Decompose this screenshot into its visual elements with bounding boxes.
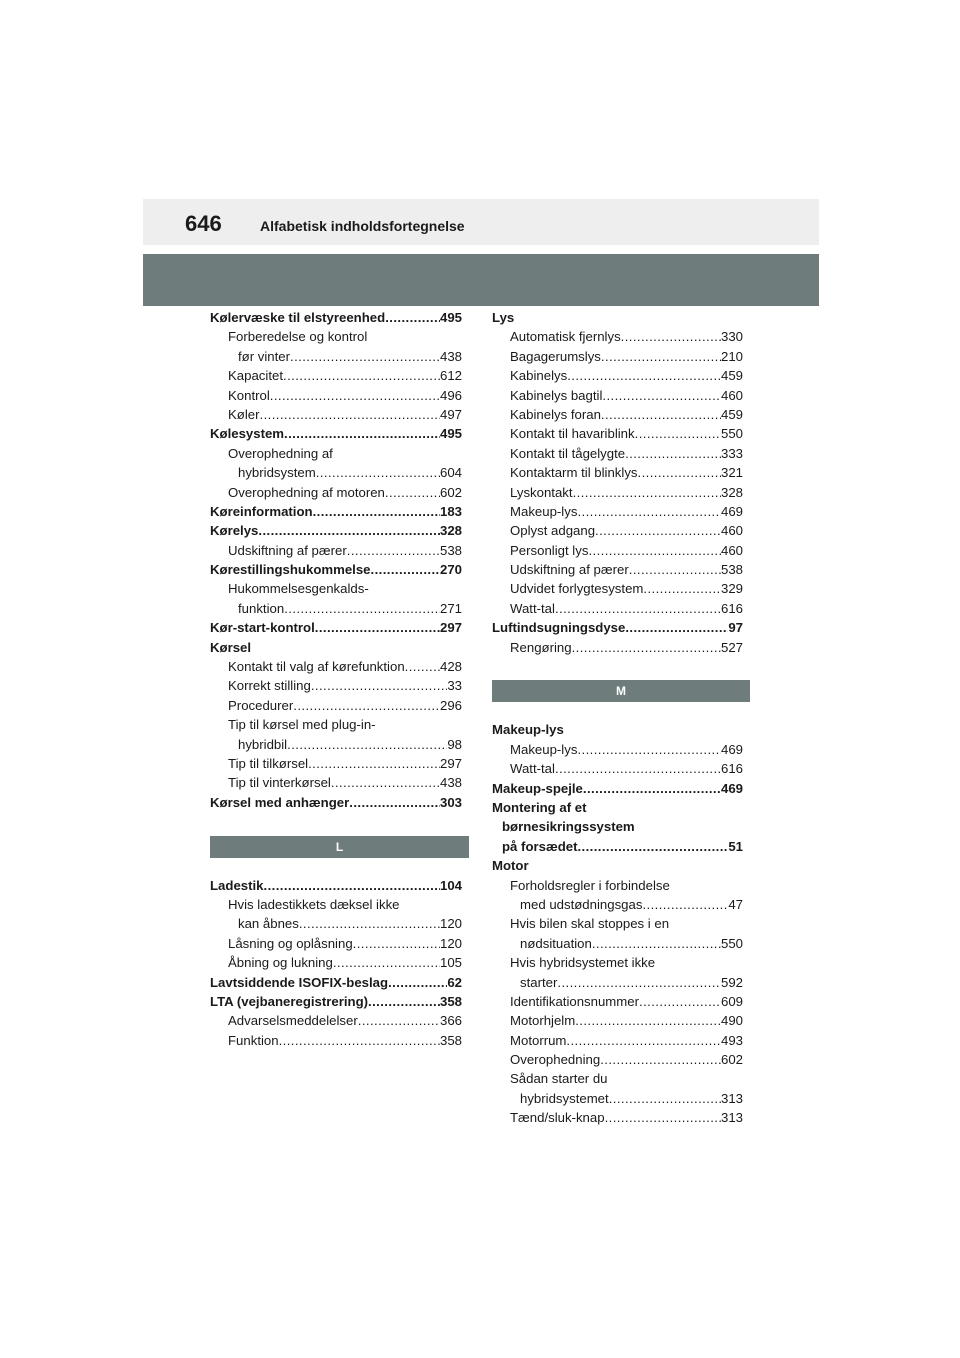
letter-section-header: L — [210, 836, 469, 858]
index-entry — [492, 740, 743, 759]
index-entry-text: Ladestik — [210, 877, 264, 893]
dot-leader — [299, 914, 440, 933]
index-entry — [492, 1069, 743, 1088]
dot-leader — [639, 992, 721, 1011]
index-entry-text: starter — [520, 974, 558, 990]
dot-leader — [566, 1031, 721, 1050]
index-entry-text: Lys — [492, 310, 515, 325]
dot-leader — [388, 973, 447, 992]
index-entry — [492, 798, 743, 817]
dot-leader — [313, 502, 440, 521]
index-entry — [492, 856, 743, 875]
index-entry — [210, 876, 462, 895]
page-reference: 550 — [720, 935, 743, 951]
page-reference: 469 — [720, 503, 743, 519]
index-entry-text: Oplyst adgang — [510, 523, 596, 539]
page-reference: 496 — [439, 387, 462, 403]
index-entry-text: hybridsystem — [238, 465, 316, 481]
page-reference: 303 — [439, 794, 462, 810]
dot-leader — [405, 657, 440, 676]
index-entry-text: børnesikringssystem — [502, 819, 635, 835]
index-entry-text: Makeup-lys — [510, 503, 578, 519]
dot-leader — [609, 1089, 721, 1108]
dot-leader — [293, 696, 440, 715]
index-entry-text: Procedurer — [228, 697, 294, 713]
index-entry — [210, 676, 462, 695]
index-entry-text: med udstødningsgas — [520, 896, 643, 912]
index-entry-text: Kørsel — [210, 639, 252, 655]
dot-leader — [385, 308, 440, 327]
index-entry — [492, 779, 743, 798]
index-entry — [492, 560, 743, 579]
page-reference: 333 — [720, 445, 743, 461]
page-reference: 98 — [447, 736, 462, 752]
index-entry — [492, 618, 743, 637]
page-title: Alfabetisk indholdsfortegnelse — [260, 218, 465, 234]
dot-leader — [602, 386, 721, 405]
index-entry — [492, 759, 743, 778]
page-reference: 328 — [720, 484, 743, 500]
dot-leader — [311, 676, 448, 695]
index-entry — [492, 638, 743, 657]
index-entry — [492, 444, 743, 463]
page-reference: 313 — [720, 1090, 743, 1106]
index-entry-text: Kørelys — [210, 523, 259, 539]
page-reference: 495 — [439, 426, 462, 442]
index-entry-text: Watt-tal — [510, 761, 555, 777]
index-entry-text: Advarselsmeddelelser — [228, 1013, 358, 1029]
index-entry — [492, 1108, 743, 1127]
index-entry-text: hybridsystemet — [520, 1090, 609, 1106]
section-spacer — [210, 812, 462, 831]
index-entry — [210, 992, 462, 1011]
index-entry — [492, 876, 743, 895]
index-entry — [210, 1031, 462, 1050]
index-entry-text: på forsædet — [502, 838, 578, 854]
index-entry — [492, 327, 743, 346]
index-entry-text: Kølesystem — [210, 426, 285, 442]
dot-leader — [264, 876, 440, 895]
index-entry — [210, 696, 462, 715]
page-reference: 33 — [447, 678, 462, 694]
index-entry-text: Kabinelys foran — [510, 406, 601, 422]
index-entry — [210, 1011, 462, 1030]
index-entry-text: Automatisk fjernlys — [510, 329, 621, 345]
page-reference: 602 — [720, 1052, 743, 1068]
index-entry — [492, 463, 743, 482]
index-entry — [492, 579, 743, 598]
index-entry-text: Lavtsiddende ISOFIX-beslag — [210, 974, 389, 990]
page-reference: 469 — [720, 780, 743, 796]
index-entry-text: Sådan starter du — [510, 1071, 608, 1087]
dot-leader — [572, 638, 721, 657]
page-reference: 366 — [439, 1013, 462, 1029]
page-reference: 493 — [720, 1032, 743, 1048]
dot-leader — [358, 1011, 440, 1030]
index-entry — [210, 521, 462, 540]
dot-leader — [258, 521, 440, 540]
index-entry — [492, 502, 743, 521]
index-entry-text: Motorhjelm — [510, 1013, 576, 1029]
index-entry — [492, 992, 743, 1011]
dot-leader — [308, 754, 440, 773]
section-spacer — [492, 657, 743, 676]
index-entry — [492, 521, 743, 540]
index-entry-text: Makeup-lys — [510, 741, 578, 757]
index-entry-text: Hvis ladestikkets dæksel ikke — [228, 896, 400, 912]
dot-leader — [638, 463, 721, 482]
index-entry-text: Overophedning — [510, 1052, 601, 1068]
index-entry — [492, 347, 743, 366]
index-entry — [210, 657, 462, 676]
index-entry-text: Kontakt til valg af kørefunktion — [228, 659, 405, 675]
index-entry — [210, 973, 462, 992]
index-entry — [210, 541, 462, 560]
index-entry-text: LTA (vejbaneregistrering) — [210, 993, 369, 1009]
index-entry-text: Udvidet forlygtesystem — [510, 581, 644, 597]
index-entry-text: Motorrum — [510, 1032, 567, 1048]
page-reference: 538 — [439, 542, 462, 558]
page-reference: 495 — [439, 310, 462, 325]
index-entry — [210, 444, 462, 463]
index-entry — [210, 773, 462, 792]
index-entry-text: Overophedning af motoren — [228, 484, 385, 500]
index-entry — [210, 715, 462, 734]
index-entry — [492, 817, 743, 836]
index-entry-text: Kørsel med anhænger — [210, 794, 350, 810]
index-entry — [210, 560, 462, 579]
index-entry-text: Kørestillingshukommelse — [210, 562, 371, 578]
index-entry-text: Makeup-spejle — [492, 780, 583, 796]
index-entry — [492, 599, 743, 618]
index-entry-text: Forberedelse og kontrol — [228, 329, 368, 345]
page-reference: 120 — [439, 935, 462, 951]
header-band — [143, 254, 819, 306]
index-entry — [210, 308, 462, 327]
page-reference: 490 — [720, 1013, 743, 1029]
index-entry — [210, 934, 462, 953]
page-number: 646 — [185, 211, 222, 236]
index-entry-text: Kølervæske til elstyreenhed — [210, 310, 386, 325]
index-entry — [210, 579, 462, 598]
page-reference: 438 — [439, 775, 462, 791]
page-reference: 460 — [720, 523, 743, 539]
index-entry — [210, 405, 462, 424]
page-reference: 297 — [439, 620, 462, 636]
index-entry-text: Udskiftning af pærer — [510, 562, 629, 578]
index-entry — [210, 599, 462, 618]
index-entry-text: Køreinformation — [210, 503, 313, 519]
dot-leader — [625, 618, 728, 637]
page-reference: 330 — [720, 329, 743, 345]
index-entry-text: Hukommelsesgenkalds- — [228, 581, 369, 597]
page-reference: 47 — [728, 896, 743, 912]
index-entry — [492, 366, 743, 385]
index-entry — [492, 720, 743, 739]
page-reference: 270 — [439, 562, 462, 578]
index-entry — [492, 1031, 743, 1050]
index-entry-text: Kontakt til havariblink — [510, 426, 635, 442]
letter-section-header: M — [492, 680, 750, 702]
index-entry-text: Makeup-lys — [492, 722, 564, 738]
index-entry — [210, 502, 462, 521]
index-entry-text: nødsituation — [520, 935, 592, 951]
index-entry — [210, 618, 462, 637]
page-reference: 358 — [439, 1032, 462, 1048]
index-entry-text: Overophedning af — [228, 445, 333, 461]
index-entry-text: Motor — [492, 858, 529, 874]
page-reference: 604 — [439, 465, 462, 481]
index-entry — [492, 1089, 743, 1108]
index-entry — [492, 973, 743, 992]
index-entry-text: Tip til tilkørsel — [228, 755, 309, 771]
dot-leader — [347, 541, 440, 560]
index-entry-text: før vinter — [238, 348, 291, 364]
index-entry-text: Kontrol — [228, 387, 270, 403]
index-entry-text: Lyskontakt — [510, 484, 573, 500]
page-reference: 104 — [439, 877, 462, 893]
page-reference: 602 — [439, 484, 462, 500]
dot-leader — [331, 773, 440, 792]
dot-leader — [601, 405, 721, 424]
dot-leader — [353, 934, 440, 953]
page-reference: 538 — [720, 562, 743, 578]
dot-leader — [575, 1011, 721, 1030]
page-reference: 459 — [720, 406, 743, 422]
dot-leader — [557, 973, 721, 992]
page-reference: 120 — [439, 916, 462, 932]
dot-leader — [315, 618, 440, 637]
index-entry — [210, 793, 462, 812]
index-entry-text: Personligt lys — [510, 542, 589, 558]
dot-leader — [577, 740, 721, 759]
dot-leader — [567, 366, 721, 385]
index-entry-text: Bagagerumslys — [510, 348, 601, 364]
dot-leader — [290, 347, 440, 366]
index-entry-text: Forholdsregler i forbindelse — [510, 877, 670, 893]
index-entry-text: Låsning og oplåsning — [228, 935, 353, 951]
page-reference: 616 — [720, 761, 743, 777]
dot-leader — [625, 444, 721, 463]
index-column-right — [492, 308, 743, 1128]
index-entry-text: hybridbil — [238, 736, 288, 752]
dot-leader — [287, 735, 447, 754]
index-entry — [210, 895, 462, 914]
dot-leader — [270, 386, 440, 405]
index-entry — [492, 895, 743, 914]
index-entry-text: Tip til vinterkørsel — [228, 775, 331, 791]
header-bar — [143, 199, 819, 245]
dot-leader — [260, 405, 440, 424]
dot-leader — [555, 599, 721, 618]
index-entry-text: Kontaktarm til blinklys — [510, 465, 638, 481]
index-entry — [210, 914, 462, 933]
index-entry — [492, 914, 743, 933]
index-entry-text: kan åbnes — [238, 916, 299, 932]
page-reference: 210 — [720, 348, 743, 364]
index-entry — [210, 386, 462, 405]
dot-leader — [605, 1108, 721, 1127]
index-entry — [210, 463, 462, 482]
index-entry — [492, 541, 743, 560]
index-entry-text: Montering af et — [492, 799, 587, 815]
index-entry-text: Rengøring — [510, 639, 572, 655]
page-reference: 358 — [439, 993, 462, 1009]
page-reference: 460 — [720, 387, 743, 403]
dot-leader — [600, 1050, 721, 1069]
dot-leader — [284, 599, 440, 618]
index-entry-text: Korrekt stilling — [228, 678, 311, 694]
index-entry-text: Kabinelys — [510, 368, 568, 384]
dot-leader — [577, 502, 721, 521]
dot-leader — [284, 424, 440, 443]
dot-leader — [283, 366, 440, 385]
page-reference: 550 — [720, 426, 743, 442]
dot-leader — [577, 837, 728, 856]
dot-leader — [555, 759, 721, 778]
page-reference: 460 — [720, 542, 743, 558]
index-entry — [492, 308, 743, 327]
page-reference: 612 — [439, 368, 462, 384]
index-entry-text: Watt-tal — [510, 600, 555, 616]
dot-leader — [349, 793, 440, 812]
index-entry — [492, 934, 743, 953]
page-reference: 469 — [720, 741, 743, 757]
page-reference: 497 — [439, 406, 462, 422]
dot-leader — [592, 934, 721, 953]
dot-leader — [629, 560, 721, 579]
page-reference: 51 — [728, 838, 743, 854]
index-entry — [492, 483, 743, 502]
index-entry — [210, 638, 462, 657]
index-column-left — [210, 308, 462, 1050]
index-entry-text: funktion — [238, 600, 285, 616]
index-entry-text: Luftindsugningsdyse — [492, 620, 626, 636]
index-entry — [492, 424, 743, 443]
index-entry-text: Kør-start-kontrol — [210, 620, 315, 636]
page-reference: 313 — [720, 1110, 743, 1126]
index-entry — [210, 953, 462, 972]
page-reference: 428 — [439, 659, 462, 675]
page-reference: 527 — [720, 639, 743, 655]
dot-leader — [371, 560, 440, 579]
page-reference: 183 — [439, 503, 462, 519]
page-reference: 438 — [439, 348, 462, 364]
dot-leader — [601, 347, 721, 366]
index-entry — [210, 366, 462, 385]
page-reference: 97 — [728, 620, 743, 636]
index-entry-text: Kabinelys bagtil — [510, 387, 603, 403]
index-entry — [210, 754, 462, 773]
page-reference: 609 — [720, 993, 743, 1009]
dot-leader — [316, 463, 440, 482]
page-reference: 321 — [720, 465, 743, 481]
dot-leader — [635, 424, 721, 443]
index-entry-text: Hvis hybridsystemet ikke — [510, 955, 656, 971]
dot-leader — [583, 779, 721, 798]
index-entry — [210, 735, 462, 754]
dot-leader — [333, 953, 440, 972]
index-entry — [210, 483, 462, 502]
index-entry-text: Tip til kørsel med plug-in- — [228, 717, 376, 733]
index-entry — [492, 953, 743, 972]
index-entry — [492, 837, 743, 856]
dot-leader — [642, 895, 728, 914]
dot-leader — [643, 579, 721, 598]
dot-leader — [621, 327, 721, 346]
page-reference: 459 — [720, 368, 743, 384]
index-entry — [210, 327, 462, 346]
index-entry — [210, 424, 462, 443]
page-reference: 296 — [439, 697, 462, 713]
page-reference: 329 — [720, 581, 743, 597]
page-reference: 62 — [447, 974, 462, 990]
page-reference: 592 — [720, 974, 743, 990]
index-entry-text: Kontakt til tågelygte — [510, 445, 626, 461]
index-entry-text: Identifikationsnummer — [510, 993, 640, 1009]
dot-leader — [385, 483, 440, 502]
index-entry — [492, 405, 743, 424]
index-entry-text: Funktion — [228, 1032, 279, 1048]
index-entry — [492, 1050, 743, 1069]
page-reference: 105 — [439, 955, 462, 971]
dot-leader — [573, 483, 721, 502]
dot-leader — [368, 992, 440, 1011]
index-entry-text: Hvis bilen skal stoppes i en — [510, 916, 670, 932]
index-entry — [492, 1011, 743, 1030]
dot-leader — [588, 541, 721, 560]
index-entry-text: Udskiftning af pærer — [228, 542, 347, 558]
page-reference: 616 — [720, 600, 743, 616]
index-entry — [492, 386, 743, 405]
index-entry — [210, 347, 462, 366]
dot-leader — [595, 521, 721, 540]
index-entry-text: Kapacitet — [228, 368, 283, 384]
index-entry-text: Tænd/sluk-knap — [510, 1110, 605, 1126]
index-entry-text: Køler — [228, 406, 260, 422]
page-reference: 271 — [439, 600, 462, 616]
index-entry-text: Åbning og lukning — [228, 955, 333, 971]
page-reference: 297 — [439, 755, 462, 771]
dot-leader — [279, 1031, 440, 1050]
page-reference: 328 — [439, 523, 462, 539]
